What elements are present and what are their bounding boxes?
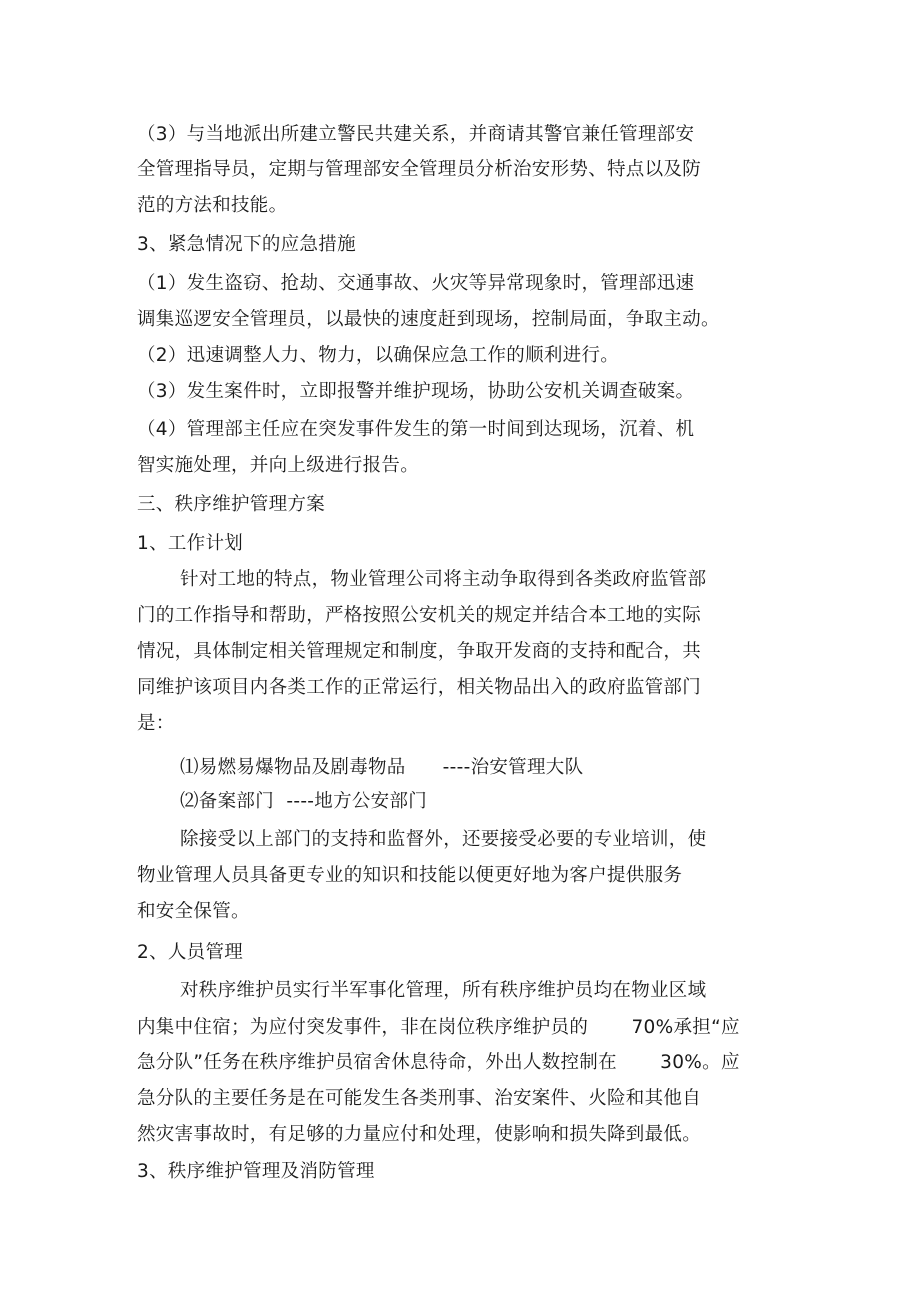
- text-line: （1）发生盗窃、抢劫、交通事故、火灾等异常现象时，管理部迅速: [137, 273, 695, 294]
- text-line: （3）发生案件时，立即报警并维护现场，协助公安机关调查破案。: [137, 381, 695, 402]
- text-line: 除接受以上部门的支持和监督外，还要接受必要的专业培训，使: [180, 829, 707, 850]
- text-line: 智实施处理，并向上级进行报告。: [137, 455, 420, 476]
- text-line: 是：: [137, 713, 175, 734]
- text-line: 急分队的主要任务是在可能发生各类刑事、治安案件、火险和其他自: [137, 1088, 702, 1109]
- text-line: 内集中住宿；为应付突发事件，非在岗位秩序维护员的 70%承担“应: [137, 1017, 740, 1038]
- section-heading: 3、紧急情况下的应急措施: [137, 234, 356, 255]
- text-line: 和安全保管。: [137, 901, 250, 922]
- text-line: 针对工地的特点，物业管理公司将主动争取得到各类政府监管部: [180, 569, 707, 590]
- text-line: （3）与当地派出所建立警民共建关系，并商请其警官兼任管理部安: [137, 124, 695, 145]
- text-line: 门的工作指导和帮助，严格按照公安机关的规定并结合本工地的实际: [137, 605, 702, 626]
- text-line: （4）管理部主任应在突发事件发生的第一时间到达现场，沉着、机: [137, 419, 695, 440]
- list-item: ⑵备案部门 ----地方公安部门: [180, 791, 428, 812]
- text-line: 范的方法和技能。: [137, 195, 288, 216]
- text-line: 情况，具体制定相关管理规定和制度，争取开发商的支持和配合，共: [137, 641, 702, 662]
- text-line: 物业管理人员具备更专业的知识和技能以便更好地为客户提供服务: [137, 865, 683, 886]
- text-line: 全管理指导员，定期与管理部安全管理员分析治安形势、特点以及防: [137, 159, 702, 180]
- text-line: 调集巡逻安全管理员，以最快的速度赶到现场，控制局面，争取主动。: [137, 309, 720, 330]
- text-line: 急分队”任务在秩序维护员宿舍休息待命，外出人数控制在 30%。应: [137, 1052, 740, 1073]
- section-heading: 三、秩序维护管理方案: [137, 494, 326, 515]
- text-line: 同维护该项目内各类工作的正常运行，相关物品出入的政府监管部门: [137, 677, 702, 698]
- section-heading: 3、秩序维护管理及消防管理: [137, 1161, 375, 1182]
- text-line: 然灾害事故时，有足够的力量应付和处理，使影响和损失降到最低。: [137, 1124, 702, 1145]
- section-heading: 2、人员管理: [137, 942, 244, 963]
- text-line: 对秩序维护员实行半军事化管理，所有秩序维护员均在物业区域: [180, 980, 707, 1001]
- section-heading: 1、工作计划: [137, 533, 244, 554]
- text-line: （2）迅速调整人力、物力，以确保应急工作的顺利进行。: [137, 345, 620, 366]
- list-item: ⑴易燃易爆物品及剧毒物品 ----治安管理大队: [180, 757, 584, 778]
